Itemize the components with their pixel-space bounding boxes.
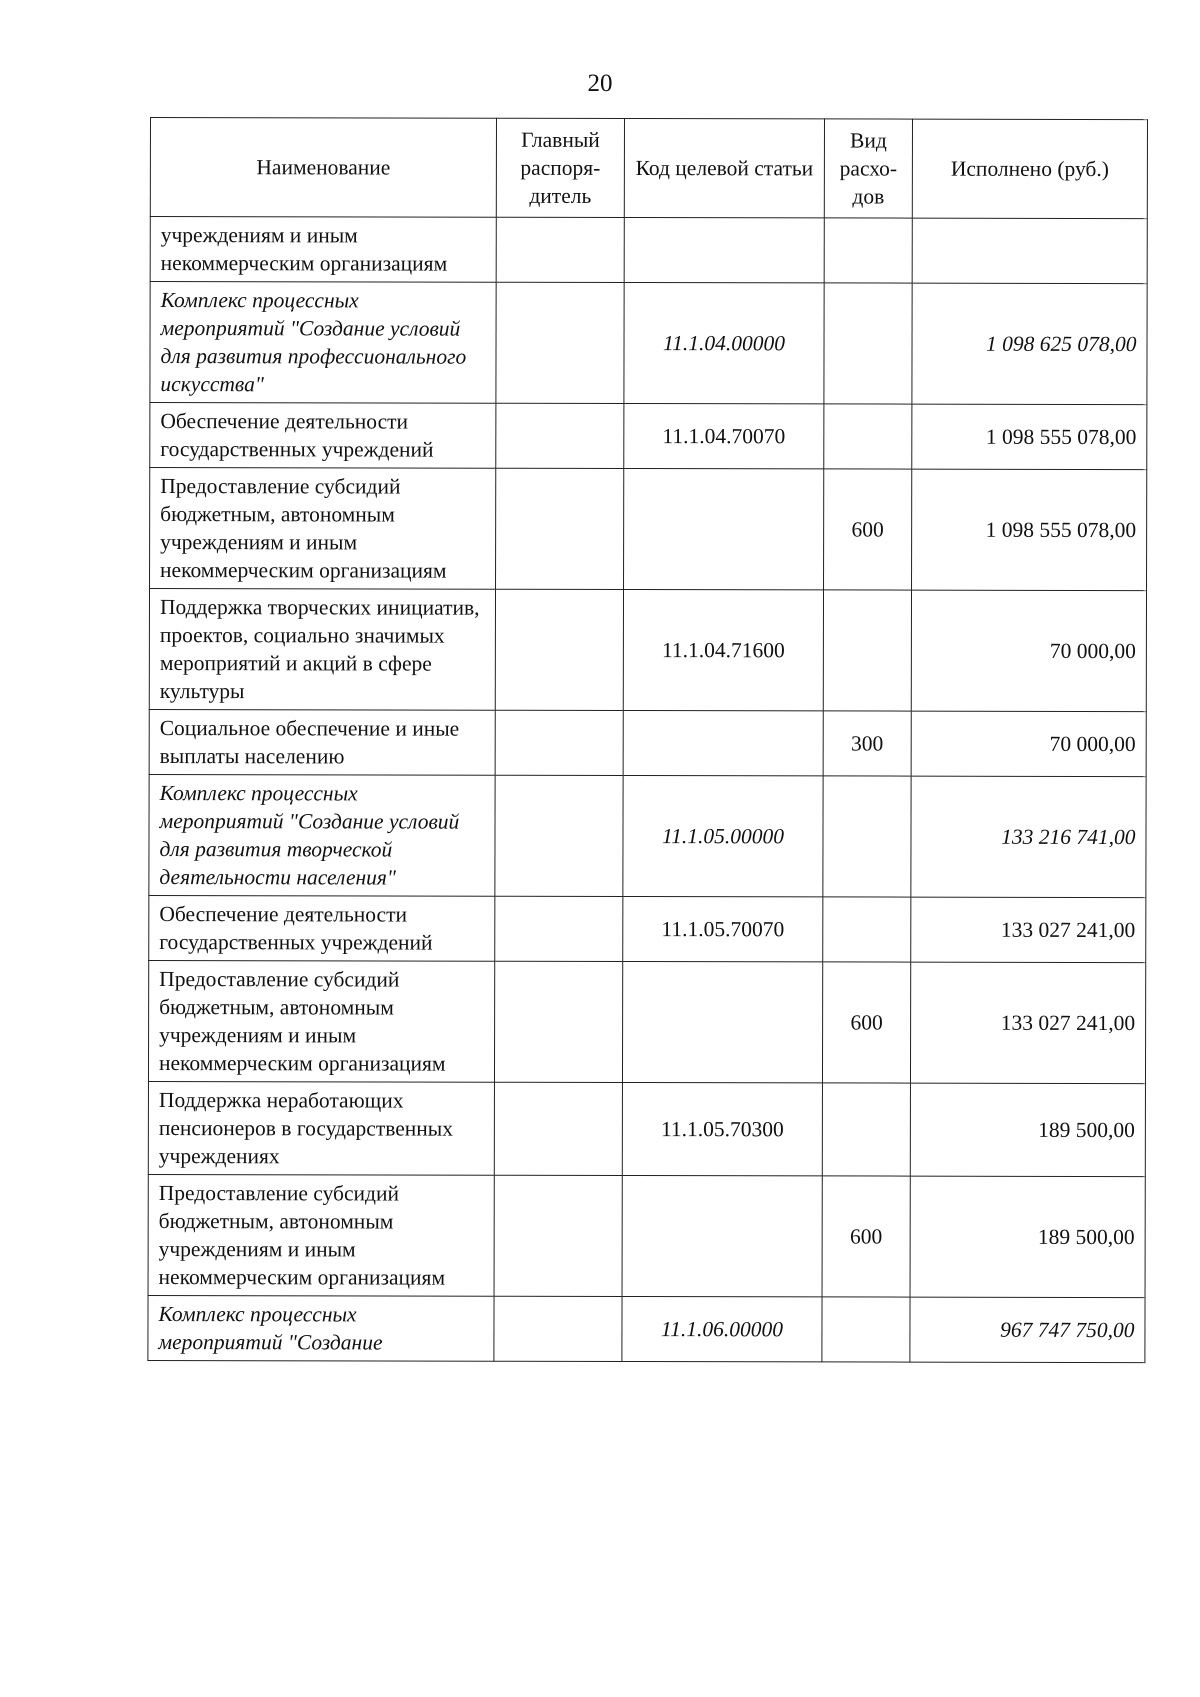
cell-type: 600	[822, 1176, 910, 1297]
header-row	[150, 118, 1147, 219]
cell-type: 600	[824, 469, 912, 590]
cell-manager	[496, 403, 624, 468]
cell-code: 11.1.05.70300	[622, 1082, 822, 1175]
cell-executed: 133 027 241,00	[910, 962, 1145, 1083]
cell-manager	[496, 282, 624, 403]
cell-executed: 1 098 555 078,00	[912, 404, 1147, 469]
cell-name: Комплекс процессных мероприятий "Создание условий для развития творческой деятельности населения"	[149, 774, 495, 896]
cell-code	[623, 710, 823, 775]
table-row	[150, 468, 1147, 591]
cell-type	[822, 1083, 910, 1176]
cell-manager	[495, 896, 623, 961]
header-executed: Исполнено (руб.)	[912, 119, 1147, 218]
cell-executed: 189 500,00	[910, 1176, 1145, 1297]
table-row	[149, 774, 1146, 897]
table-row	[148, 1174, 1145, 1297]
cell-type: 300	[823, 711, 911, 776]
cell-name: Предоставление субсидий бюджетным, автономным учреждениям и иным некоммерческим организациям	[148, 1174, 494, 1296]
cell-name: Поддержка неработающих пенсионеров в государственных учреждениях	[148, 1081, 494, 1175]
cell-type	[822, 1297, 910, 1362]
cell-executed: 1 098 625 078,00	[912, 283, 1147, 404]
cell-type	[824, 218, 912, 283]
cell-code	[622, 1175, 822, 1296]
cell-type	[824, 404, 912, 469]
cell-manager	[494, 1175, 622, 1296]
cell-manager	[495, 589, 623, 710]
cell-code	[622, 961, 822, 1082]
cell-name: Обеспечение деятельности государственных учреждений	[150, 403, 496, 469]
cell-code: 11.1.06.00000	[622, 1296, 822, 1361]
cell-name: Обеспечение деятельности государственных учреждений	[149, 895, 495, 961]
cell-executed: 133 216 741,00	[911, 776, 1146, 897]
cell-manager	[494, 961, 622, 1082]
cell-type	[823, 897, 911, 962]
cell-manager	[495, 775, 623, 896]
cell-name: Поддержка творческих инициатив, проектов, социально значимых мероприятий и акций в сфере культуры	[149, 589, 495, 711]
cell-manager	[494, 1296, 622, 1361]
header-code: Код целевой статьи	[624, 118, 824, 217]
cell-name: Социальное обеспечение и иные выплаты населению	[149, 709, 495, 775]
header-name: Наименование	[150, 118, 496, 218]
cell-code: 11.1.05.70070	[623, 896, 823, 961]
table-row	[148, 1295, 1145, 1362]
cell-code	[624, 468, 824, 589]
table-row	[150, 282, 1147, 405]
table-row	[150, 403, 1147, 470]
cell-executed: 133 027 241,00	[911, 897, 1146, 962]
cell-manager	[494, 1082, 622, 1175]
cell-manager	[496, 217, 624, 282]
table-row	[148, 960, 1145, 1083]
cell-code: 11.1.04.00000	[624, 282, 824, 403]
cell-type	[823, 776, 911, 897]
cell-name: Комплекс процессных мероприятий "Создание условий для развития профессионального искусства"	[150, 282, 496, 404]
cell-executed: 967 747 750,00	[910, 1297, 1145, 1362]
cell-executed	[912, 218, 1147, 283]
table-header	[150, 118, 1147, 219]
cell-code: 11.1.04.71600	[623, 589, 823, 710]
table-row	[149, 895, 1146, 962]
page-number: 20	[587, 70, 613, 97]
cell-executed: 70 000,00	[911, 711, 1146, 776]
cell-name: Предоставление субсидий бюджетным, автономным учреждениям и иным некоммерческим организациям	[148, 960, 494, 1082]
cell-manager	[496, 468, 624, 589]
cell-name: Предоставление субсидий бюджетным, автономным учреждениям и иным некоммерческим организациям	[150, 468, 496, 590]
cell-name: учреждениям и иным некоммерческим организациям	[150, 217, 496, 283]
cell-code	[624, 217, 824, 282]
cell-code: 11.1.04.70070	[624, 403, 824, 468]
cell-executed: 1 098 555 078,00	[912, 469, 1147, 590]
cell-type	[824, 283, 912, 404]
cell-manager	[495, 710, 623, 775]
budget-execution-table	[147, 117, 1148, 1363]
cell-executed: 189 500,00	[910, 1083, 1145, 1176]
cell-code: 11.1.05.00000	[623, 775, 823, 896]
cell-name: Комплекс процессных мероприятий "Создание	[148, 1295, 494, 1361]
cell-executed: 70 000,00	[911, 590, 1146, 711]
table-row	[148, 1081, 1145, 1176]
header-manager: Главный распоря-дитель	[496, 118, 624, 217]
table-row	[149, 709, 1146, 776]
cell-type: 600	[822, 962, 910, 1083]
cell-type	[823, 590, 911, 711]
table-row	[150, 217, 1147, 284]
header-type: Вид расхо-дов	[824, 119, 912, 218]
table-row	[149, 589, 1146, 712]
table-body	[148, 217, 1147, 1363]
